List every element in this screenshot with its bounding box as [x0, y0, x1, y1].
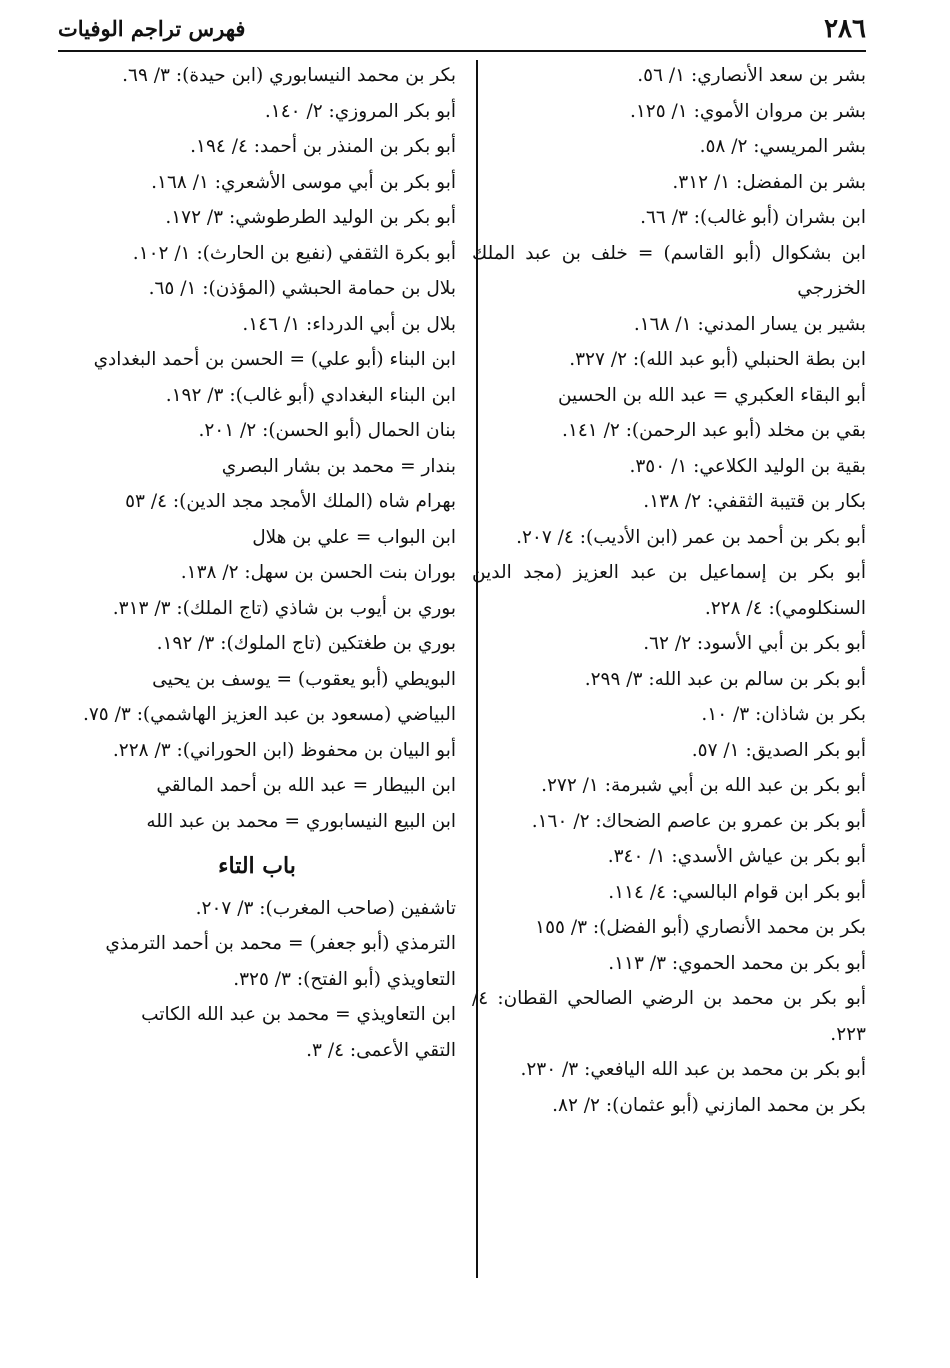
index-entry: بكر بن محمد الأنصاري (أبو الفضل): ٣/ ١٥٥ — [535, 917, 866, 938]
index-entry: أبو بكرة الثقفي (نفيع بن الحارث): ١/ ١٠٢. — [132, 242, 456, 264]
index-entry: بشر بن المفضل: ١/ ٣١٢. — [672, 171, 866, 193]
index-entry: تاشفين (صاحب المغرب): ٣/ ٢٠٧. — [195, 897, 456, 919]
index-entry: أبو بكر بن أبي موسى الأشعري: ١/ ١٦٨. — [151, 171, 456, 193]
index-entry: بشير بن يسار المدني: ١/ ١٦٨. — [633, 313, 866, 335]
index-entry: ابن البيع النيسابوري = محمد بن عبد الله — [146, 810, 456, 832]
index-entry: أبو بكر بن إسماعيل بن عبد العزيز (مجد الدين السنكلومي): ٤/ ٢٢٨. — [472, 562, 866, 619]
index-entry: أبو بكر المروزي: ٢/ ١٤٠. — [264, 100, 456, 122]
index-entry: بشر المريسي: ٢/ ٥٨. — [699, 136, 866, 157]
index-entry: التعاويذي (أبو الفتح): ٣/ ٣٢٥. — [233, 968, 456, 990]
index-entry: أبو بكر بن أحمد بن عمر (ابن الأديب): ٤/ ٢٠٧. — [516, 526, 866, 548]
index-entry: أبو بكر بن محمد بن عبد الله اليافعي: ٣/ ٢٣٠. — [520, 1059, 866, 1080]
index-entry: بقي بن مخلد (أبو عبد الرحمن): ٢/ ١٤١. — [562, 420, 866, 441]
index-entry: الترمذي (أبو جعفر) = محمد بن أحمد الترمذي — [105, 933, 456, 954]
index-entry: بكر بن محمد المازني (أبو عثمان): ٢/ ٨٢. — [552, 1094, 866, 1116]
index-entry: بندار = محمد بن بشار البصري — [221, 455, 456, 477]
index-entry: ابن بشران (أبو غالب): ٣/ ٦٦. — [640, 207, 866, 228]
index-entry: ابن البيطار = عبد الله بن أحمد المالقي — [156, 775, 456, 796]
index-entry: بكر بن محمد النيسابوري (ابن حيدة): ٣/ ٦٩. — [122, 65, 456, 86]
index-entry: أبو بكر بن عبد الله بن أبي شبرمة: ١/ ٢٧٢. — [541, 775, 866, 796]
index-entry: بوري بن طغتكين (تاج الملوك): ٣/ ١٩٢. — [156, 633, 456, 654]
index-entry: بهرام شاه (الملك الأمجد مجد الدين): ٤/ ٥٣ — [125, 491, 456, 512]
index-entry: بلال بن حمامة الحبشي (المؤذن): ١/ ٦٥. — [148, 278, 456, 299]
running-title: فهرس تراجم الوفيات — [58, 16, 246, 41]
index-entry: ابن التعاويذي = محمد بن عبد الله الكاتب — [141, 1004, 456, 1025]
index-entry: أبو بكر بن عمرو بن عاصم الضحاك: ٢/ ١٦٠. — [531, 810, 866, 832]
section-heading: باب التاء — [218, 853, 296, 879]
page-number: ٢٨٦ — [824, 14, 866, 44]
index-entry: ابن بطة الحنبلي (أبو عبد الله): ٢/ ٣٢٧. — [569, 349, 866, 370]
index-entry: أبو البقاء العكبري = عبد الله بن الحسين — [557, 384, 866, 406]
index-entry: ابن بشكوال (أبو القاسم) = خلف بن عبد الملك الخزرجي — [472, 242, 866, 299]
index-entry: البياضي (مسعود بن عبد العزيز الهاشمي): ٣/ ٧٥. — [82, 704, 456, 725]
index-entry: أبو بكر بن المنذر بن أحمد: ٤/ ١٩٤. — [190, 136, 456, 157]
index-entry: التقي الأعمى: ٤/ ٣. — [306, 1039, 456, 1061]
index-entry: أبو بكر بن الوليد الطرطوشي: ٣/ ١٧٢. — [165, 207, 456, 228]
index-entry: ابن البواب = علي بن هلال — [252, 526, 456, 548]
header-rule — [58, 50, 866, 52]
index-entry: أبو بكر بن عياش الأسدي: ١/ ٣٤٠. — [607, 846, 866, 867]
index-entry: بكر بن شاذان: ٣/ ١٠. — [701, 704, 866, 725]
index-entry: بلال بن أبي الدرداء: ١/ ١٤٦. — [242, 313, 456, 335]
index-entry: بكار بن قتيبة الثقفي: ٢/ ١٣٨. — [643, 491, 866, 512]
index-entry: بنان الحمال (أبو الحسن): ٢/ ٢٠١. — [198, 420, 456, 441]
index-entry: ابن البناء (أبو علي) = الحسن بن أحمد البغدادي — [93, 349, 456, 370]
right-column — [472, 58, 866, 1123]
index-entry: بقية بن الوليد الكلاعي: ١/ ٣٥٠. — [629, 455, 866, 477]
index-entry: أبو بكر بن محمد بن الرضي الصالحي القطان: ٤/ ٢٢٣. — [472, 988, 866, 1045]
index-entry: أبو بكر ابن قوام البالسي: ٤/ ١١٤. — [608, 881, 866, 903]
index-entry: أبو بكر بن محمد الحموي: ٣/ ١١٣. — [608, 952, 866, 974]
index-entry: أبو بكر بن أبي الأسود: ٢/ ٦٢. — [643, 633, 866, 654]
index-entry: أبو بكر بن سالم بن عبد الله: ٣/ ٢٩٩. — [584, 668, 866, 690]
index-entry: أبو البيان بن محفوظ (ابن الحوراني): ٣/ ٢٢٨. — [112, 739, 456, 761]
index-entry: البويطي (أبو يعقوب) = يوسف بن يحيى — [152, 668, 456, 690]
index-entry: أبو بكر الصديق: ١/ ٥٧. — [691, 739, 866, 761]
index-entry: ابن البناء البغدادي (أبو غالب): ٣/ ١٩٢. — [165, 384, 456, 406]
index-entry: بوري بن أيوب بن شاذي (تاج الملك): ٣/ ٣١٣. — [112, 597, 456, 619]
page-header — [58, 8, 866, 48]
left-column — [58, 58, 456, 1068]
index-entry: بشر بن سعد الأنصاري: ١/ ٥٦. — [637, 65, 866, 86]
index-entry: بشر بن مروان الأموي: ١/ ١٢٥. — [629, 100, 866, 122]
index-entry: بوران بنت الحسن بن سهل: ٢/ ١٣٨. — [180, 562, 456, 583]
